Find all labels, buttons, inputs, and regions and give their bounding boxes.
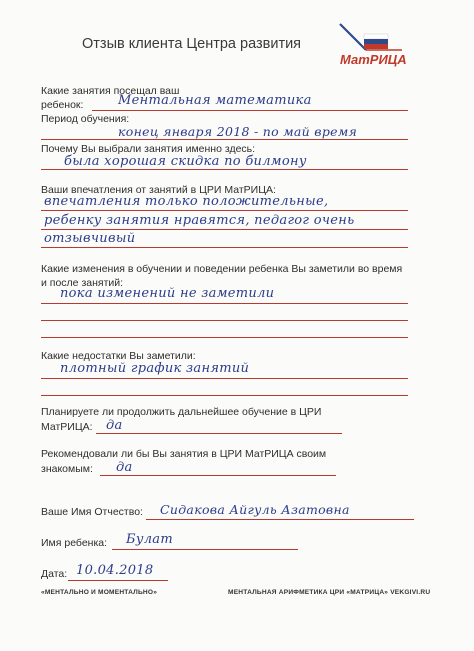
- footer-slogan: «МЕНТАЛЬНО И МОМЕНТАЛЬНО»: [41, 589, 158, 596]
- q1-answer: Ментальная математика: [118, 93, 312, 108]
- q5-line-1: [41, 303, 408, 304]
- name-label: Ваше Имя Отчество:: [41, 506, 143, 518]
- q7-answer: да: [106, 418, 123, 433]
- child-line: [112, 549, 298, 550]
- q7-label-2: МатРИЦА:: [41, 421, 93, 433]
- q4-label: Ваши впечатления от занятий в ЦРИ МатРИЦА:: [41, 184, 276, 196]
- q1-line: [92, 110, 408, 111]
- q2-label: Период обучения:: [41, 113, 130, 125]
- q1-label: Какие занятия посещал ваш: [41, 85, 180, 97]
- q4-answer-1: впечатления только положительные,: [44, 194, 329, 209]
- name-line: [146, 519, 414, 520]
- q8-answer: да: [116, 460, 133, 475]
- q2-answer: конец января 2018 - по май время: [118, 124, 358, 139]
- date-label: Дата:: [41, 568, 68, 580]
- q6-line-1: [41, 378, 408, 379]
- q1-label-2: ребенок:: [41, 99, 84, 111]
- q6-answer: плотный график занятий: [60, 361, 250, 376]
- matrica-logo: [336, 22, 412, 72]
- date-value: 10.04.2018: [76, 563, 154, 578]
- q8-line: [100, 475, 336, 476]
- form-title: Отзыв клиента Центра развития: [82, 36, 302, 52]
- q7-label: Планируете ли продолжить дальнейшее обучение в ЦРИ: [41, 406, 322, 418]
- child-label: Имя ребенка:: [41, 537, 108, 549]
- q3-label: Почему Вы выбрали занятия именно здесь:: [41, 143, 256, 155]
- child-value: Булат: [126, 532, 173, 547]
- q3-answer: была хорошая скидка по билмону: [64, 154, 307, 169]
- q5-answer: пока изменений не заметили: [60, 286, 275, 301]
- q3-line: [41, 169, 408, 170]
- q4-line-3: [41, 247, 408, 248]
- q6-label: Какие недостатки Вы заметили:: [41, 350, 196, 362]
- q8-label: Рекомендовали ли бы Вы занятия в ЦРИ МатРИЦА своим: [41, 448, 327, 460]
- date-line: [68, 580, 168, 581]
- q6-line-2: [41, 395, 408, 396]
- q4-line-2: [41, 229, 408, 230]
- logo-text: МатРИЦА: [340, 52, 407, 67]
- q5-line-3: [41, 337, 408, 338]
- q8-label-2: знакомым:: [41, 463, 93, 475]
- q2-line: [41, 139, 408, 140]
- q5-line-2: [41, 320, 408, 321]
- q4-answer-3: отзывчивый: [44, 231, 136, 246]
- q4-line-1: [41, 210, 408, 211]
- name-value: Сидакова Айгуль Азатовна: [160, 502, 350, 517]
- q5-label-2: и после занятий:: [41, 277, 124, 289]
- q4-answer-2: ребенку занятия нравятся, педагог очень: [44, 213, 355, 228]
- q5-label: Какие изменения в обучении и поведении ребенка Вы заметили во время: [41, 263, 403, 275]
- footer-info: МЕНТАЛЬНАЯ АРИФМЕТИКА ЦРИ «МАТРИЦА» VEKGIVI.RU: [228, 589, 431, 596]
- q7-line: [96, 433, 342, 434]
